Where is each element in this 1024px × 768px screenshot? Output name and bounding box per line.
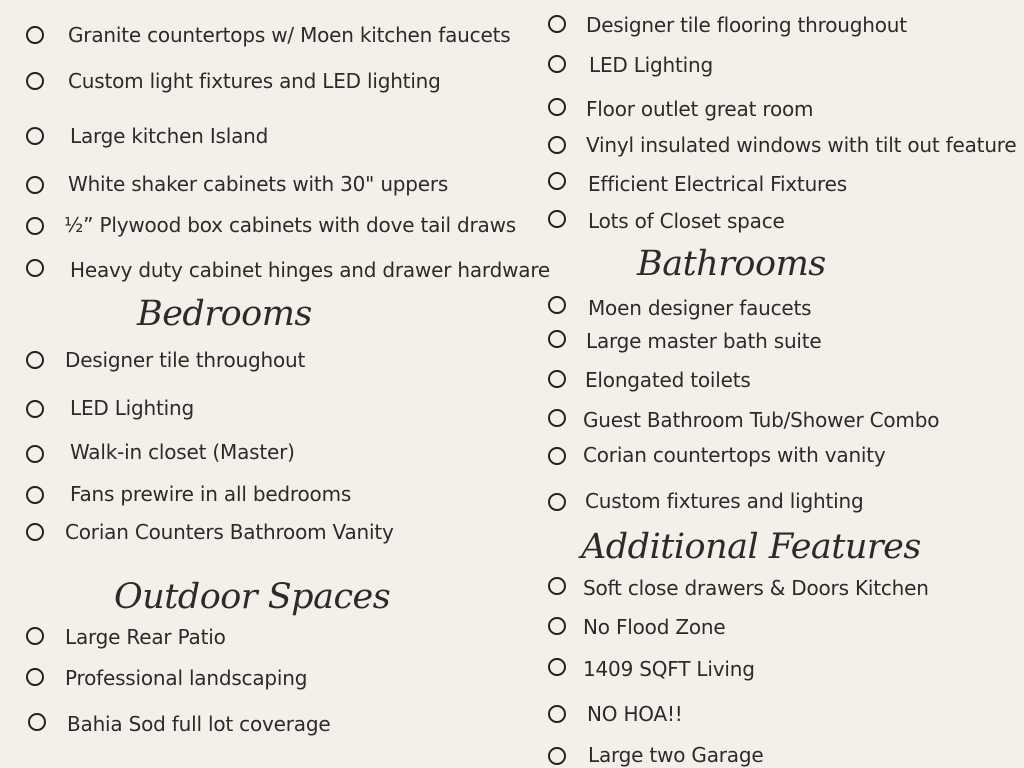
checklist-item-label: White shaker cabinets with 30" uppers xyxy=(68,172,449,196)
checklist-item-label: Elongated toilets xyxy=(585,368,751,392)
checklist-item-label: Lots of Closet space xyxy=(588,209,785,233)
checklist-item[interactable] xyxy=(546,487,863,515)
checklist-item[interactable] xyxy=(546,327,822,355)
checklist-item[interactable] xyxy=(546,170,847,198)
checklist-item-label: Corian Counters Bathroom Vanity xyxy=(65,520,394,544)
checklist-item[interactable] xyxy=(546,574,929,602)
checklist-item[interactable] xyxy=(546,406,939,434)
section-heading-bedrooms: Bedrooms xyxy=(137,294,312,334)
checkbox-circle-icon[interactable] xyxy=(548,409,566,427)
checklist-item[interactable] xyxy=(24,480,351,508)
checkbox-circle-icon[interactable] xyxy=(548,705,566,723)
checklist-item-label: Floor outlet great room xyxy=(586,97,814,121)
checklist-item-label: No Flood Zone xyxy=(583,615,726,639)
checkbox-circle-icon[interactable] xyxy=(548,55,566,73)
checklist-item-label: Professional landscaping xyxy=(65,666,308,690)
checklist-item-label: Designer tile flooring throughout xyxy=(586,13,907,37)
checklist-item-label: Fans prewire in all bedrooms xyxy=(70,482,352,506)
checklist-item[interactable] xyxy=(24,346,305,374)
checklist-item[interactable] xyxy=(546,655,755,683)
checkbox-circle-icon[interactable] xyxy=(548,577,566,595)
checkbox-circle-icon[interactable] xyxy=(26,400,44,418)
checklist-item[interactable] xyxy=(24,256,550,284)
checklist-item[interactable] xyxy=(546,741,763,768)
checklist-item[interactable] xyxy=(24,438,295,466)
checkbox-circle-icon[interactable] xyxy=(26,523,44,541)
checklist-item-label: Designer tile throughout xyxy=(65,348,306,372)
checklist-item[interactable] xyxy=(546,366,751,394)
checklist-item[interactable] xyxy=(546,131,1016,159)
checklist-item-label: Granite countertops w/ Moen kitchen faucets xyxy=(68,23,511,47)
checkbox-circle-icon[interactable] xyxy=(548,370,566,388)
checklist-item[interactable] xyxy=(24,67,441,95)
checkbox-circle-icon[interactable] xyxy=(548,658,566,676)
checkbox-circle-icon[interactable] xyxy=(26,486,44,504)
checklist-item-label: Walk-in closet (Master) xyxy=(70,440,295,464)
checklist-item-label: Bahia Sod full lot coverage xyxy=(67,712,331,736)
checklist-item[interactable] xyxy=(546,207,785,235)
checklist-item[interactable] xyxy=(24,394,194,422)
checkbox-circle-icon[interactable] xyxy=(28,713,46,731)
checklist-item-label: Large kitchen Island xyxy=(70,124,269,148)
checklist-item[interactable] xyxy=(546,441,886,469)
checkbox-circle-icon[interactable] xyxy=(26,72,44,90)
checklist-item[interactable] xyxy=(24,211,516,239)
checklist-item-label: Custom fixtures and lighting xyxy=(585,489,864,513)
checklist-item-label: LED Lighting xyxy=(70,396,194,420)
checklist-item-label: Soft close drawers & Doors Kitchen xyxy=(583,576,929,600)
checklist-item[interactable] xyxy=(546,95,813,123)
checklist-item[interactable] xyxy=(24,710,330,738)
checkbox-circle-icon[interactable] xyxy=(26,127,44,145)
checklist-item[interactable] xyxy=(546,700,683,728)
checklist-item-label: ½” Plywood box cabinets with dove tail draws xyxy=(64,213,516,237)
section-heading-additional-features: Additional Features xyxy=(581,527,921,567)
checklist-item-label: 1409 SQFT Living xyxy=(583,657,755,681)
checklist-item[interactable] xyxy=(24,623,226,651)
checklist-item-label: Corian countertops with vanity xyxy=(583,443,886,467)
checkbox-circle-icon[interactable] xyxy=(26,259,44,277)
section-heading-outdoor-spaces: Outdoor Spaces xyxy=(114,577,391,617)
checklist-item[interactable] xyxy=(24,122,268,150)
checklist-item[interactable] xyxy=(546,294,811,322)
checkbox-circle-icon[interactable] xyxy=(548,136,566,154)
checkbox-circle-icon[interactable] xyxy=(548,747,566,765)
checkbox-circle-icon[interactable] xyxy=(548,296,566,314)
checkbox-circle-icon[interactable] xyxy=(548,330,566,348)
checkbox-circle-icon[interactable] xyxy=(26,217,44,235)
checkbox-circle-icon[interactable] xyxy=(548,172,566,190)
checkbox-circle-icon[interactable] xyxy=(26,668,44,686)
checkbox-circle-icon[interactable] xyxy=(26,351,44,369)
checklist-item-label: LED Lighting xyxy=(589,53,713,77)
checklist-item-label: Moen designer faucets xyxy=(588,296,812,320)
checklist-item[interactable] xyxy=(24,518,394,546)
checkbox-circle-icon[interactable] xyxy=(26,176,44,194)
checkbox-circle-icon[interactable] xyxy=(548,15,566,33)
checklist-item-label: Custom light fixtures and LED lighting xyxy=(68,69,441,93)
checklist-item[interactable] xyxy=(24,170,448,198)
checkbox-circle-icon[interactable] xyxy=(548,447,566,465)
checkbox-circle-icon[interactable] xyxy=(548,98,566,116)
checkbox-circle-icon[interactable] xyxy=(26,627,44,645)
checklist-item-label: Large master bath suite xyxy=(586,329,822,353)
checkbox-circle-icon[interactable] xyxy=(26,26,44,44)
checklist-item[interactable] xyxy=(546,51,713,79)
checklist-item-label: Guest Bathroom Tub/Shower Combo xyxy=(583,408,940,432)
checkbox-circle-icon[interactable] xyxy=(26,445,44,463)
checklist-item-label: Efficient Electrical Fixtures xyxy=(588,172,847,196)
checkbox-circle-icon[interactable] xyxy=(548,617,566,635)
checklist-item-label: Vinyl insulated windows with tilt out feature xyxy=(586,133,1017,157)
checklist-item-label: Large Rear Patio xyxy=(65,625,226,649)
checklist-item[interactable] xyxy=(24,664,307,692)
checklist-item-label: NO HOA!! xyxy=(587,702,683,726)
checklist-item[interactable] xyxy=(546,11,907,39)
checklist-item-label: Large two Garage xyxy=(588,743,764,767)
checklist-item[interactable] xyxy=(24,21,510,49)
checkbox-circle-icon[interactable] xyxy=(548,493,566,511)
checklist-item-label: Heavy duty cabinet hinges and drawer hardware xyxy=(70,258,551,282)
checkbox-circle-icon[interactable] xyxy=(548,210,566,228)
checklist-item[interactable] xyxy=(546,613,725,641)
section-heading-bathrooms: Bathrooms xyxy=(637,244,826,284)
